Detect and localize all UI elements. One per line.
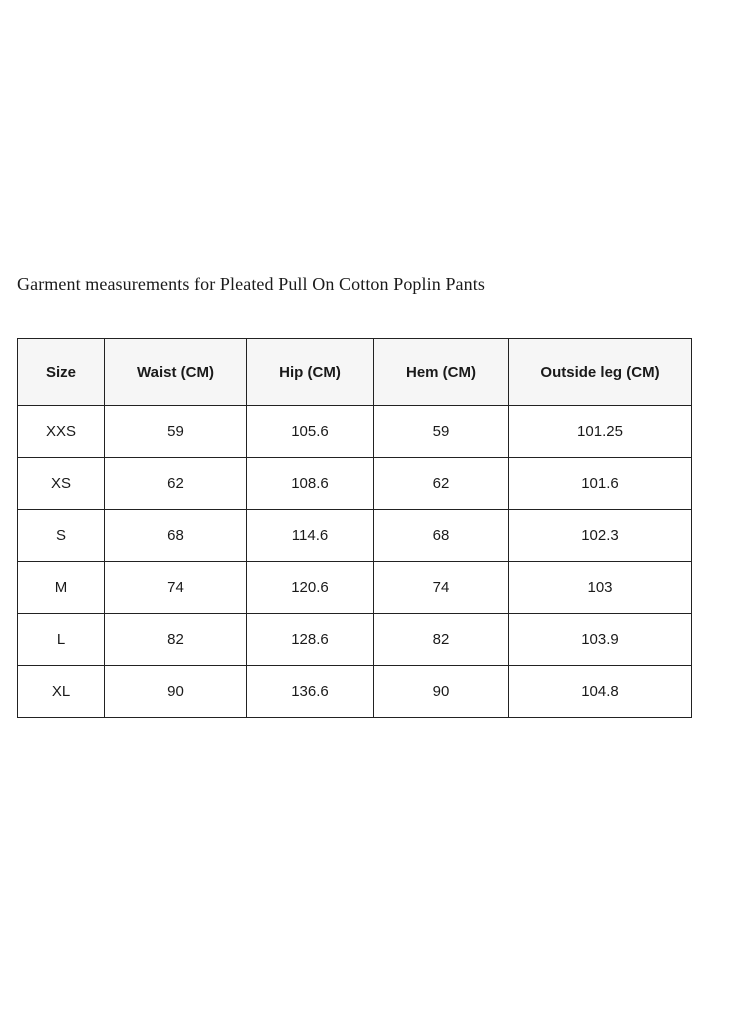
cell-size: M [18, 562, 105, 614]
cell-outside-leg: 103.9 [509, 614, 692, 666]
cell-outside-leg: 103 [509, 562, 692, 614]
cell-hem: 74 [374, 562, 509, 614]
cell-outside-leg: 101.25 [509, 406, 692, 458]
table-row [18, 562, 692, 614]
column-header-waist: Waist (CM) [105, 339, 247, 406]
table-row [18, 458, 692, 510]
column-header-hem: Hem (CM) [374, 339, 509, 406]
cell-size: XXS [18, 406, 105, 458]
cell-hem: 62 [374, 458, 509, 510]
cell-outside-leg: 102.3 [509, 510, 692, 562]
cell-hip: 128.6 [247, 614, 374, 666]
cell-hip: 105.6 [247, 406, 374, 458]
cell-hip: 120.6 [247, 562, 374, 614]
cell-waist: 90 [105, 666, 247, 718]
column-header-outside-leg: Outside leg (CM) [509, 339, 692, 406]
cell-waist: 62 [105, 458, 247, 510]
cell-waist: 82 [105, 614, 247, 666]
cell-size: XL [18, 666, 105, 718]
cell-waist: 68 [105, 510, 247, 562]
cell-hem: 82 [374, 614, 509, 666]
cell-waist: 59 [105, 406, 247, 458]
page-title: Garment measurements for Pleated Pull On Cotton Poplin Pants [17, 274, 485, 294]
cell-hip: 136.6 [247, 666, 374, 718]
size-chart-table [17, 338, 692, 718]
cell-hip: 114.6 [247, 510, 374, 562]
table-header-row [18, 339, 692, 406]
table-row [18, 666, 692, 718]
cell-hem: 68 [374, 510, 509, 562]
table-row [18, 510, 692, 562]
cell-hip: 108.6 [247, 458, 374, 510]
cell-size: L [18, 614, 105, 666]
cell-hem: 59 [374, 406, 509, 458]
column-header-hip: Hip (CM) [247, 339, 374, 406]
table-row [18, 614, 692, 666]
cell-hem: 90 [374, 666, 509, 718]
cell-waist: 74 [105, 562, 247, 614]
cell-size: S [18, 510, 105, 562]
cell-outside-leg: 101.6 [509, 458, 692, 510]
cell-outside-leg: 104.8 [509, 666, 692, 718]
column-header-size: Size [18, 339, 105, 406]
cell-size: XS [18, 458, 105, 510]
table-row [18, 406, 692, 458]
